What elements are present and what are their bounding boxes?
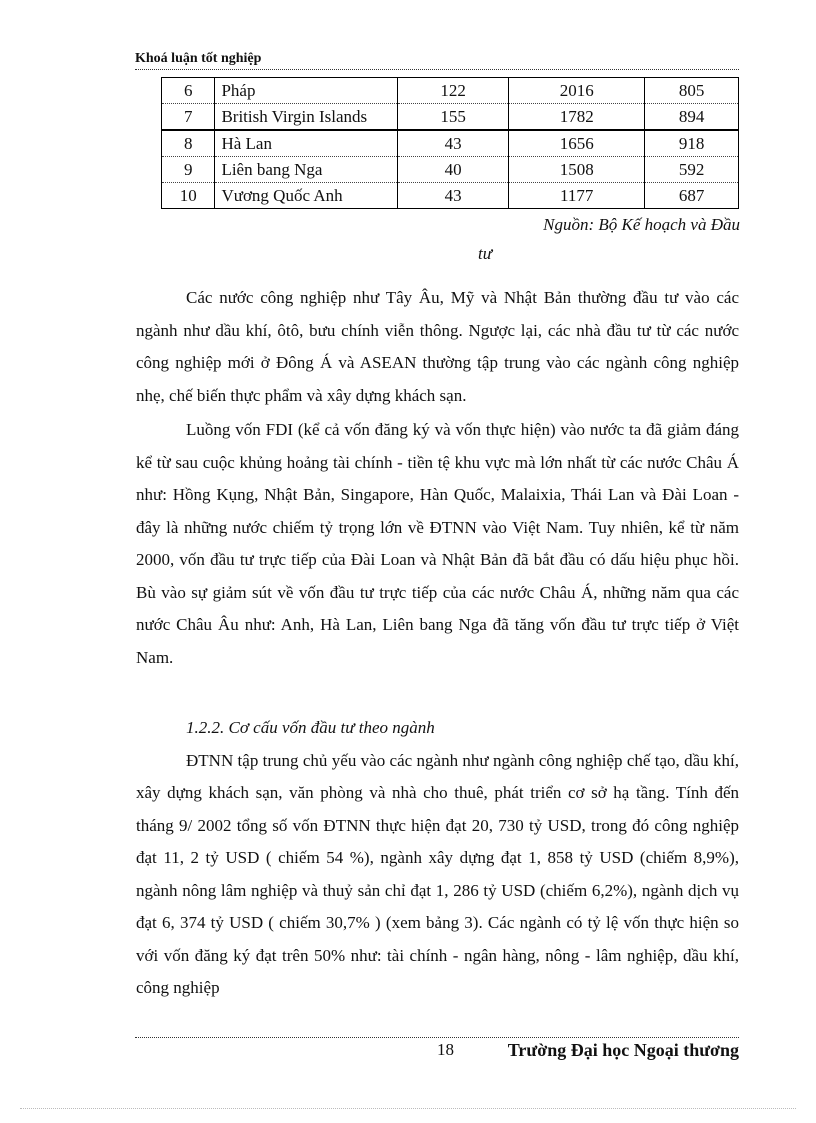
row-number: 6 bbox=[162, 78, 215, 104]
row-number: 8 bbox=[162, 130, 215, 157]
registered-capital: 1656 bbox=[509, 130, 645, 157]
page-edge-divider bbox=[20, 1108, 796, 1109]
registered-capital: 1782 bbox=[509, 104, 645, 131]
registered-capital: 2016 bbox=[509, 78, 645, 104]
body-text bbox=[136, 282, 739, 1007]
projects-count: 40 bbox=[397, 157, 508, 183]
paragraph: Các nước công nghiệp như Tây Âu, Mỹ và Nhật Bản thường đầu tư vào các ngành như dầu khí, ôtô, bưu chính viễn thông. Ngược lại, các nhà đầu tư từ các nước công nghiệp mới ở Đông Á và ASEAN thường tập trung vào các ngành công nghiệp nhẹ, chế biến thực phẩm và xây dựng khách sạn. bbox=[136, 288, 739, 405]
table-row bbox=[162, 78, 739, 104]
projects-count: 155 bbox=[397, 104, 508, 131]
country-name: Hà Lan bbox=[215, 130, 397, 157]
page-number: 18 bbox=[437, 1040, 454, 1059]
row-number: 9 bbox=[162, 157, 215, 183]
paragraph: ĐTNN tập trung chủ yếu vào các ngành như ngành công nghiệp chế tạo, dầu khí, xây dựng khách sạn, văn phòng và nhà cho thuê, phát triển cơ sở hạ tầng. Tính đến tháng 9/ 2002 tổng số vốn ĐTNN thực hiện đạt 20, 730 tỷ USD, trong đó công nghiệp đạt 11, 2 tỷ USD ( chiếm 54 %), ngành xây dựng đạt 1, 858 tỷ USD (chiếm 8,9%), ngành nông lâm nghiệp và thuỷ sản chỉ đạt 1, 286 tỷ USD (chiếm 6,2%), ngành dịch vụ đạt 6, 374 tỷ USD ( chiếm 30,7% ) (xem bảng 3). Các ngành có tỷ lệ vốn thực hiện so với vốn đăng ký đạt trên 50% như: tài chính - ngân hàng, nông - lâm nghiệp, dầu khí, công nghiệp bbox=[136, 750, 739, 997]
paragraph: Luồng vốn FDI (kể cả vốn đăng ký và vốn thực hiện) vào nước ta đã giảm đáng kể từ sau cuộc khủng hoảng tài chính - tiền tệ khu vực mà lớn nhất từ các nước Châu Á như: Hồng Kụng, Nhật Bản, Singapore, Hàn Quốc, Malaixia, Thái Lan và Đài Loan - đây là những nước chiếm tỷ trọng lớn về ĐTNN vào Việt Nam. Tuy nhiên, kể từ năm 2000, vốn đầu tư trực tiếp của Đài Loan và Nhật Bản đã bắt đầu có dấu hiệu phục hồi. Bù vào sự giảm sút về vốn đầu tư trực tiếp của các nước Châu Á, những năm qua các nước Châu Âu như: Anh, Hà Lan, Liên bang Nga đã tăng vốn đầu tư trực tiếp ở Việt Nam. bbox=[136, 420, 739, 667]
country-name: Vương Quốc Anh bbox=[215, 183, 397, 209]
section-heading: 1.2.2. Cơ cấu vốn đầu tư theo ngành bbox=[186, 718, 435, 737]
implemented-capital: 894 bbox=[645, 104, 739, 131]
table-row bbox=[162, 157, 739, 183]
registered-capital: 1508 bbox=[509, 157, 645, 183]
footer-divider bbox=[135, 1037, 739, 1038]
implemented-capital: 918 bbox=[645, 130, 739, 157]
projects-count: 43 bbox=[397, 183, 508, 209]
country-name: Pháp bbox=[215, 78, 397, 104]
registered-capital: 1177 bbox=[509, 183, 645, 209]
page-header: Khoá luận tốt nghiệp bbox=[135, 50, 739, 70]
implemented-capital: 687 bbox=[645, 183, 739, 209]
source-note-continued: tư bbox=[478, 244, 492, 263]
country-name: British Virgin Islands bbox=[215, 104, 397, 131]
country-name: Liên bang Nga bbox=[215, 157, 397, 183]
implemented-capital: 805 bbox=[645, 78, 739, 104]
projects-count: 122 bbox=[397, 78, 508, 104]
investment-table bbox=[161, 77, 739, 209]
row-number: 7 bbox=[162, 104, 215, 131]
row-number: 10 bbox=[162, 183, 215, 209]
implemented-capital: 592 bbox=[645, 157, 739, 183]
source-note: Nguồn: Bộ Kế hoạch và Đầu bbox=[543, 215, 740, 234]
footer-university: Trường Đại học Ngoại thương bbox=[507, 1040, 739, 1060]
projects-count: 43 bbox=[397, 130, 508, 157]
table-row bbox=[162, 183, 739, 209]
table-row bbox=[162, 130, 739, 157]
table-row bbox=[162, 104, 739, 131]
